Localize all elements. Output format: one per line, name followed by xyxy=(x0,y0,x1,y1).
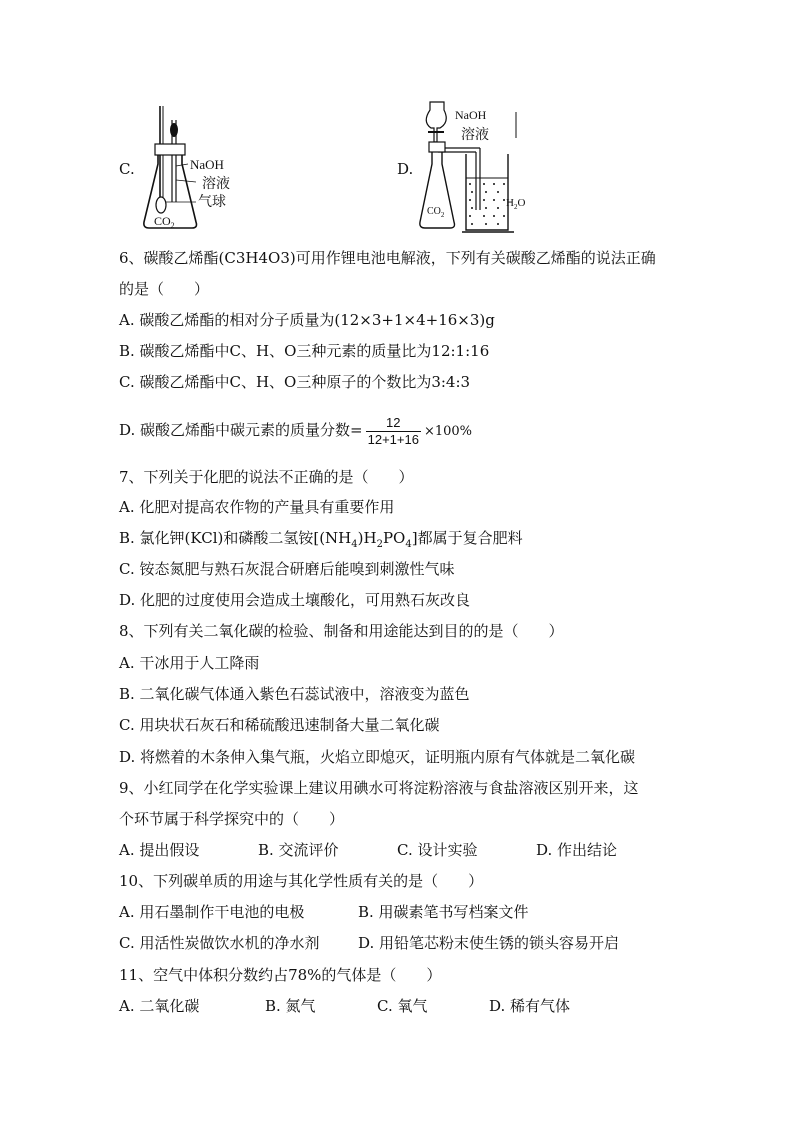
q10-option-d: D. 用铅笔芯粉末使生锈的锁头容易开启 xyxy=(358,934,620,952)
q9-option-a: A. 提出假设 xyxy=(119,841,200,859)
q7-option-b: B. 氯化钾(KCl)和磷酸二氢铵$[(NH_4)H_2PO_4]$都属于复合肥料 xyxy=(119,529,523,550)
figure-d-solution-label: 溶液 xyxy=(461,127,489,143)
figure-c-gas-label: $CO_2$ xyxy=(154,214,175,230)
q10-stem: 10、下列碳单质的用途与其化学性质有关的是（ ） xyxy=(119,872,484,890)
q8-option-d: D. 将燃着的木条伸入集气瓶，火焰立即熄灭，证明瓶内原有气体就是二氧化碳 xyxy=(119,748,636,766)
q11-option-c: C. 氧气 xyxy=(377,997,428,1015)
q7-option-c: C. 铵态氮肥与熟石灰混合研磨后能嗅到刺激性气味 xyxy=(119,560,455,578)
q11-option-a: A. 二氧化碳 xyxy=(119,997,200,1015)
figure-c-apparatus xyxy=(140,102,260,232)
q6-stem-line1: 6、碳酸乙烯酯(C3H4O3)可用作锂电池电解液，下列有关碳酸乙烯酯的说法正确 xyxy=(119,249,656,267)
q7-option-d: D. 化肥的过度使用会造成土壤酸化，可用熟石灰改良 xyxy=(119,591,471,609)
q6-option-d-prefix: D. 碳酸乙烯酯中碳元素的质量分数= xyxy=(119,421,363,439)
figure-c-naoh-label: NaOH xyxy=(190,157,224,172)
q8-option-c: C. 用块状石灰石和稀硫酸迅速制备大量二氧化碳 xyxy=(119,716,440,734)
q9-stem-line2: 个环节属于科学探究中的（ ） xyxy=(119,810,345,828)
q7-stem: 7、下列关于化肥的说法不正确的是（ ） xyxy=(119,468,414,486)
option-d-label: D. xyxy=(397,160,414,178)
q10-option-c: C. 用活性炭做饮水机的净水剂 xyxy=(119,934,320,952)
q9-option-d: D. 作出结论 xyxy=(536,841,618,859)
figure-d-water-label: $H_2O$ xyxy=(506,197,526,211)
q7-option-a: A. 化肥对提高农作物的产量具有重要作用 xyxy=(119,498,395,516)
q10-option-b: B. 用碳素笔书写档案文件 xyxy=(358,903,529,921)
q6-option-a: A. 碳酸乙烯酯的相对分子质量为(12×3+1×4+16×3)g xyxy=(119,311,495,329)
q11-option-d: D. 稀有气体 xyxy=(489,997,571,1015)
q6-option-d xyxy=(119,412,472,450)
q11-option-b: B. 氮气 xyxy=(265,997,316,1015)
q6-option-d-suffix: ×100% xyxy=(423,424,473,439)
q6-option-b: B. 碳酸乙烯酯中C、H、O三种元素的质量比为12:1:16 xyxy=(119,342,490,360)
q6-option-d-fraction xyxy=(366,415,421,448)
q9-stem-line1: 9、小红同学在化学实验课上建议用碘水可将淀粉溶液与食盐溶液区别开来，这 xyxy=(119,779,639,797)
q8-option-b: B. 二氧化碳气体通入紫色石蕊试液中，溶液变为蓝色 xyxy=(119,685,470,703)
figure-d-naoh-label: NaOH xyxy=(455,108,487,122)
q6-stem-line2: 的是（ ） xyxy=(119,280,210,298)
q8-stem: 8、下列有关二氧化碳的检验、制备和用途能达到目的的是（ ） xyxy=(119,622,564,640)
figure-c-solution-label: 溶液 xyxy=(202,177,230,192)
q8-option-a: A. 干冰用于人工降雨 xyxy=(119,654,260,672)
figure-c-balloon-label: 气球 xyxy=(198,195,226,210)
option-c-label: C. xyxy=(119,160,135,178)
fraction-numerator: 12 xyxy=(386,414,401,430)
fraction-denominator: 12+1+16 xyxy=(367,431,419,447)
figure-d-gas-label: $CO_2$ xyxy=(427,206,445,219)
q9-option-b: B. 交流评价 xyxy=(258,841,339,859)
q6-option-c: C. 碳酸乙烯酯中C、H、O三种原子的个数比为3:4:3 xyxy=(119,373,471,391)
q10-option-a: A. 用石墨制作干电池的电极 xyxy=(119,903,305,921)
q11-stem: 11、空气中体积分数约占78%的气体是（ ） xyxy=(119,966,442,984)
q9-option-c: C. 设计实验 xyxy=(397,841,478,859)
